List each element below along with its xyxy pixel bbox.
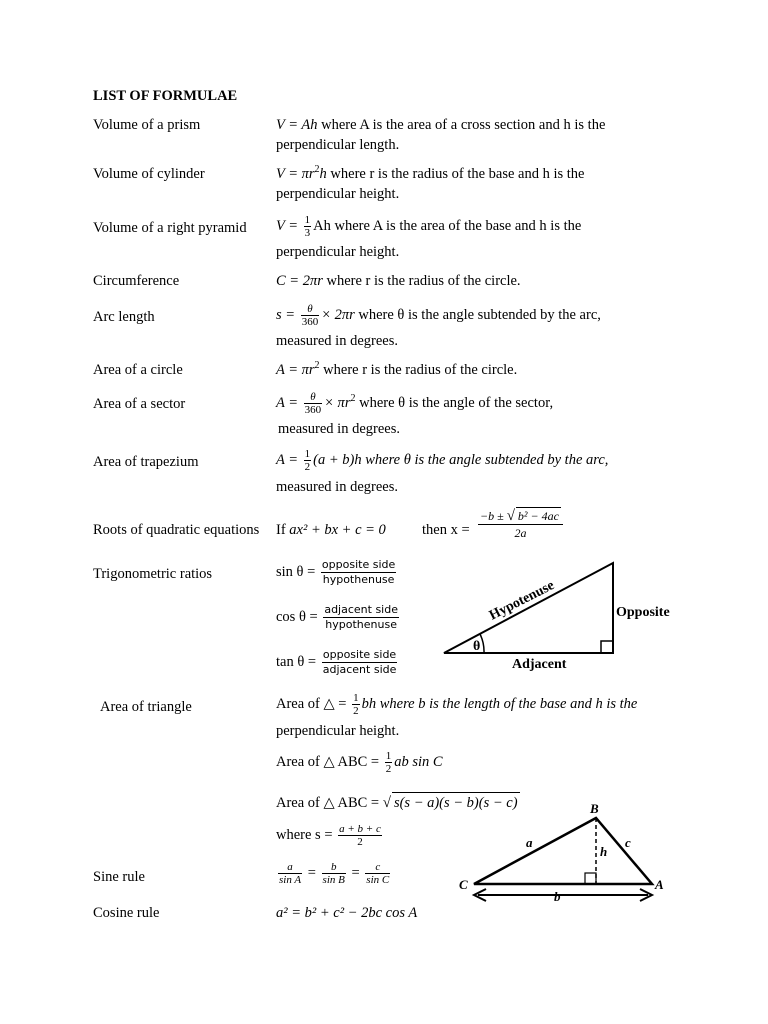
label-prism: Volume of a prism: [93, 117, 201, 133]
formula-trapezium: A = $\frac{1}{2}$ (a + b)h where θ is the angle subtended by the arc,: [276, 448, 609, 473]
formula-circle-area: $A = \pi r^2$ where r is the radius of the circle.: [276, 360, 518, 378]
formula-cosine-rule: a² = b² + c² − 2bc cos A: [276, 905, 418, 921]
fraction-one-third: $\frac{1}{3}$: [304, 214, 311, 239]
formula-area-abc-sin: Area of △ ABC = $\frac{1}{2}$ ab sin C: [276, 750, 443, 775]
label-circle-area: Area of a circle: [93, 362, 183, 378]
formula-heron: Area of △ ABC = √ s(s − a)(s − b)(s − c): [276, 792, 520, 813]
triangle-outline: [444, 563, 613, 653]
right-angle-marker-abc: [585, 873, 596, 884]
right-angle-marker: [601, 641, 613, 653]
angle-arc: [480, 634, 484, 653]
formula-prism: V = Ah where A is the area of a cross section and h is the: [276, 117, 606, 133]
formula-pyramid: V = $\frac{1}{3}$ Ah where A is the area of the base and h is the: [276, 214, 582, 239]
formula-semi-perimeter: where s = $\frac{a + b + c}{2}$: [276, 823, 381, 848]
side-c-label: c: [625, 835, 631, 850]
label-arc-length: Arc length: [93, 309, 155, 325]
formula-trapezium-line2: measured in degrees.: [276, 479, 398, 495]
formula-circumference: C = 2πr where r is the radius of the circle.: [276, 273, 521, 289]
formula-prism-line2: perpendicular length.: [276, 137, 400, 153]
formula-sin: sin θ = $\frac{\text{opposite side}}{\text{hypothenuse}}$: [276, 558, 396, 586]
formula-triangle-line2: perpendicular height.: [276, 723, 400, 739]
triangle-abc-outline: [474, 818, 652, 884]
label-sine-rule: Sine rule: [93, 869, 145, 885]
formula-tan: tan θ = $\frac{\text{opposite side}}{\text{adjacent side}}$: [276, 648, 397, 676]
hypotenuse-label: Hypotenuse: [487, 578, 557, 624]
formula-sector: A = $\frac{\theta}{360}$ × $\pi r^2$ where θ is the angle of the sector,: [276, 391, 554, 416]
label-trig: Trigonometric ratios: [93, 566, 213, 582]
label-triangle-area: Area of triangle: [100, 699, 192, 715]
label-quadratic: Roots of quadratic equations: [93, 522, 260, 538]
opposite-label: Opposite: [616, 605, 670, 620]
vertex-c-label: C: [459, 877, 468, 892]
formula-cylinder: $V = \pi r^2h$ where r is the radius of the base and h is the: [276, 164, 585, 182]
formula-quadratic-fraction: −b ± √ b² − 4ac 2a: [478, 507, 563, 541]
label-circumference: Circumference: [93, 273, 180, 289]
formula-sine-rule: $\frac{a}{\text{sin A}}$ = $\frac{b}{\text{sin B}}$ = $\frac{c}{\text{sin C}}$: [279, 861, 390, 886]
triangle-abc-diagram: [454, 800, 684, 910]
label-trapezium: Area of trapezium: [93, 454, 199, 470]
formula-cylinder-line2: perpendicular height.: [276, 186, 400, 202]
formula-quadratic-then: then x =: [422, 522, 470, 538]
label-pyramid: Volume of a right pyramid: [93, 220, 247, 236]
theta-label: θ: [473, 639, 481, 654]
formula-arc-length: s = $\frac{\theta}{360}$ × 2πr where θ is the angle subtended by the arc,: [276, 303, 601, 328]
formula-quadratic-if: If ax² + bx + c = 0: [276, 522, 386, 538]
page-title: LIST OF FORMULAE: [93, 88, 238, 104]
formula-cos: cos θ = $\frac{\text{adjacent side}}{\text{hypothenuse}}$: [276, 603, 398, 631]
label-cosine-rule: Cosine rule: [93, 905, 160, 921]
label-sector: Area of a sector: [93, 396, 186, 412]
vertex-a-label: A: [655, 877, 664, 892]
label-cylinder: Volume of cylinder: [93, 166, 205, 182]
formula-arc-line2: measured in degrees.: [276, 333, 398, 349]
adjacent-label: Adjacent: [512, 657, 567, 672]
formula-triangle-area: Area of △ = $\frac{1}{2}$ bh where b is the length of the base and h is the: [276, 692, 638, 717]
side-b-label: b: [554, 889, 561, 904]
side-a-label: a: [526, 835, 533, 850]
formula-pyramid-line2: perpendicular height.: [276, 244, 400, 260]
formula-sector-line2: measured in degrees.: [278, 421, 400, 437]
height-h-label: h: [600, 844, 608, 859]
vertex-b-label: B: [590, 801, 599, 816]
right-triangle-diagram: [436, 556, 676, 676]
